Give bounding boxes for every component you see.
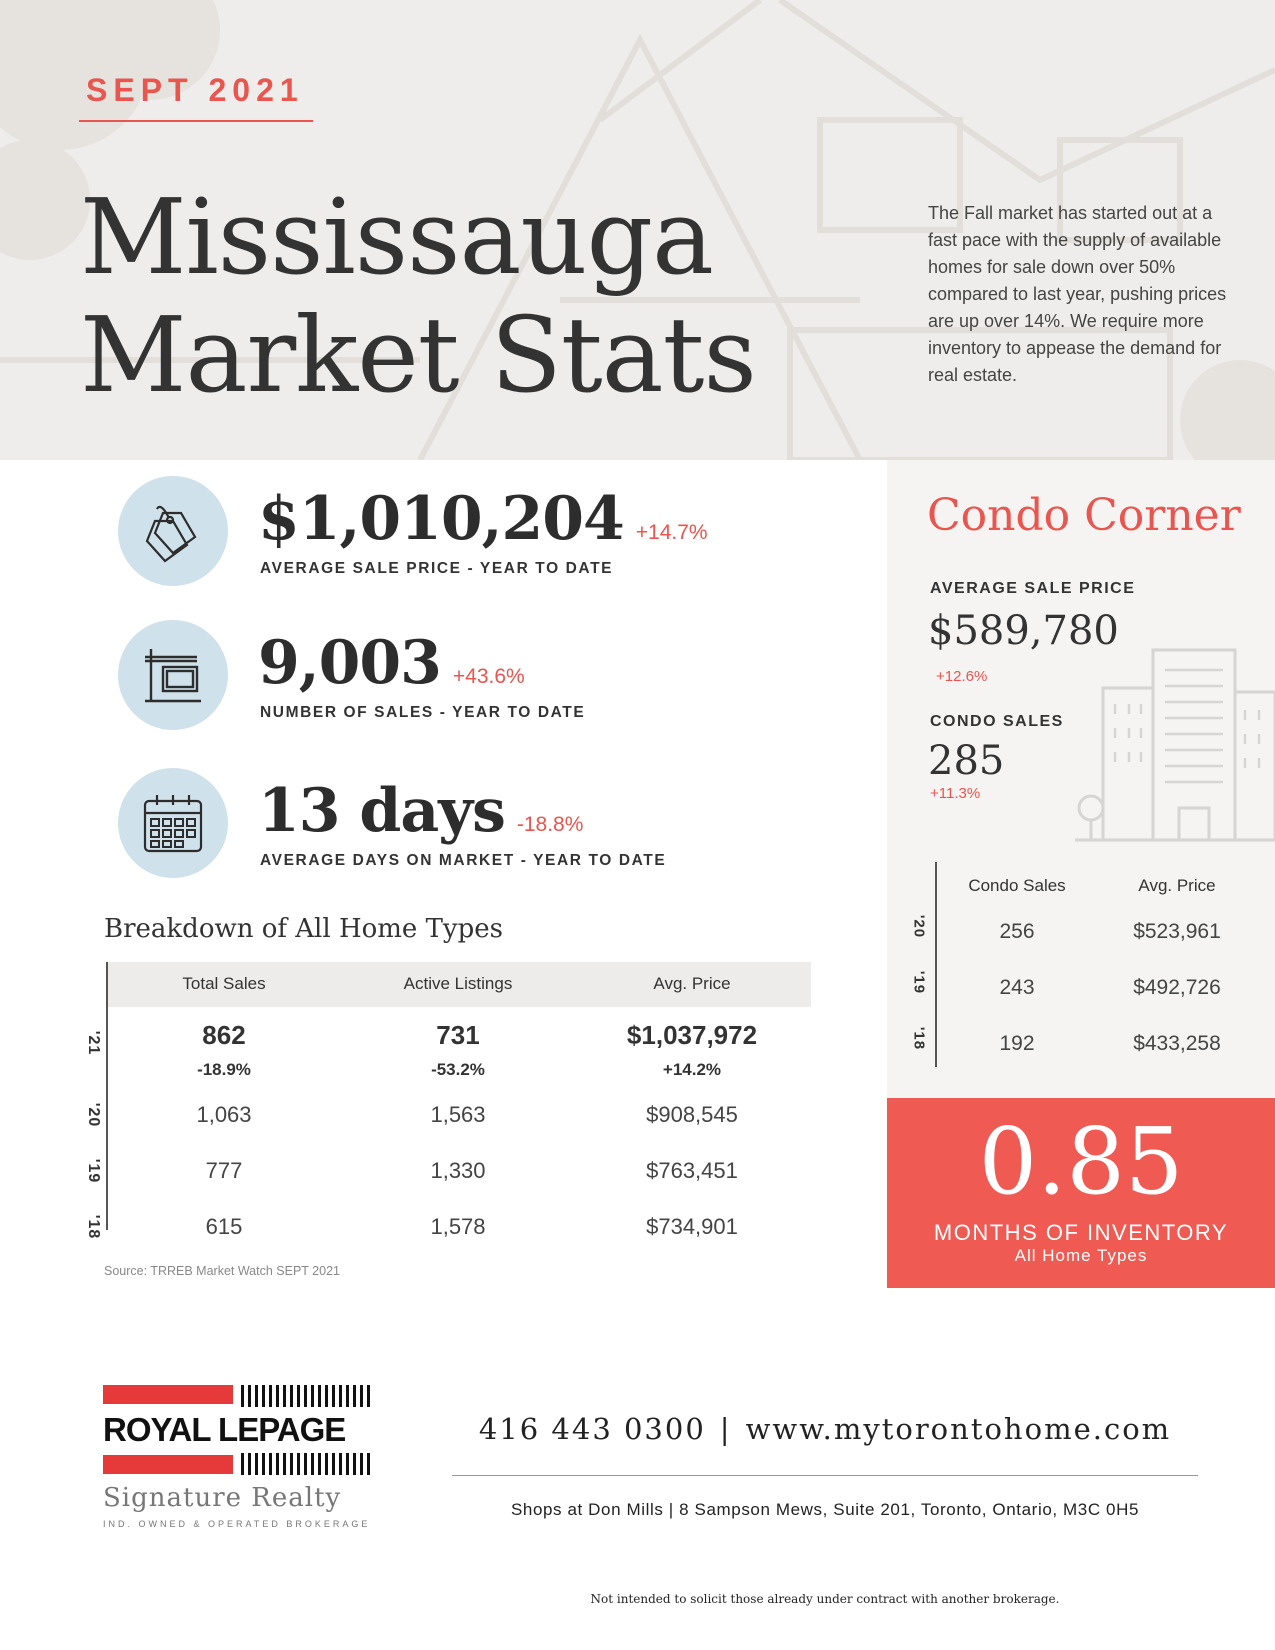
intro-paragraph: The Fall market has started out at a fast pace with the supply of available homes for sale down over 50% compared to last year, pushing prices are up over 14%. We require more inventory to appease the demand for real estate. [928, 203, 1227, 385]
source-note: Source: TRREB Market Watch SEPT 2021 [104, 1264, 340, 1278]
header-active-listings: Active Listings [403, 974, 513, 993]
table-cell: $734,901 [646, 1214, 738, 1239]
condo-header-avg-price: Avg. Price [1138, 876, 1216, 895]
condo-avg-price-label: AVERAGE SALE PRICE [930, 580, 1136, 597]
royal-lepage-logo [103, 1385, 375, 1530]
year-label-2019: '19 [85, 1158, 102, 1184]
hero-banner [0, 0, 1275, 460]
condo-year-2018: '18 [910, 1026, 928, 1051]
table-cell: 777 [205, 1158, 243, 1183]
table-cell: 1,563 [430, 1102, 486, 1127]
calendar-icon [118, 768, 228, 878]
current-total-sales: 862 [202, 1020, 246, 1050]
condo-avg-price-change: +12.6% [936, 668, 988, 685]
report-month: SEPT 2021 [86, 72, 304, 108]
table-cell: $908,545 [646, 1102, 738, 1127]
current-total-sales-change: -18.9% [197, 1060, 251, 1079]
table-cell: 1,578 [430, 1214, 486, 1239]
condo-avg-price-value: $589,780 [928, 608, 1119, 654]
contact-separator: | [719, 1412, 732, 1446]
number-of-sales-value: 9,003 +43.6% [258, 628, 525, 698]
page-title [80, 178, 756, 414]
office-address: Shops at Don Mills | 8 Sampson Mews, Suite 201, Toronto, Ontario, M3C 0H5 [510, 1500, 1140, 1519]
title-line-2: Market Stats [80, 294, 756, 416]
logo-barcode-top [241, 1385, 375, 1407]
condo-sales-change: +11.3% [930, 785, 981, 802]
condo-price-cell: $492,726 [1133, 976, 1221, 999]
table-cell: $763,451 [646, 1158, 738, 1183]
number-of-sales-label: NUMBER OF SALES - YEAR TO DATE [260, 704, 586, 721]
footer-divider [452, 1475, 1198, 1476]
logo-red-bar-top [103, 1385, 233, 1404]
days-on-market-label: AVERAGE DAYS ON MARKET - YEAR TO DATE [260, 852, 667, 869]
condo-corner-title: Condo Corner [927, 490, 1241, 541]
breakdown-title: Breakdown of All Home Types [104, 914, 503, 944]
table-cell: 1,330 [430, 1158, 486, 1183]
condo-sales-cell: 192 [999, 1032, 1035, 1055]
avg-sale-price-value: $1,010,204 +14.7% [258, 484, 708, 554]
current-active-listings-change: -53.2% [431, 1060, 485, 1079]
year-label-2018: '18 [85, 1214, 102, 1240]
website-link[interactable]: www.mytorontohome.com [745, 1412, 1172, 1446]
logo-brand-text: ROYAL LEPAGE [103, 1411, 346, 1448]
month-underline [79, 120, 313, 122]
days-on-market-change: -18.8% [516, 813, 584, 836]
condo-price-cell: $523,961 [1133, 920, 1221, 943]
header-total-sales: Total Sales [182, 974, 266, 993]
avg-sale-price-change: +14.7% [635, 521, 708, 544]
condo-sales-value: 285 [928, 738, 1005, 784]
condo-header-sales: Condo Sales [968, 876, 1066, 895]
logo-tagline: IND. OWNED & OPERATED BROKERAGE [103, 1519, 371, 1529]
days-on-market-value: 13 days -18.8% [258, 776, 584, 846]
phone-number[interactable]: 416 443 0300 [478, 1412, 706, 1446]
condo-sales-label: CONDO SALES [930, 713, 1064, 730]
header-avg-price: Avg. Price [653, 974, 731, 993]
avg-sale-price-label: AVERAGE SALE PRICE - YEAR TO DATE [260, 560, 614, 577]
condo-price-cell: $433,258 [1133, 1032, 1221, 1055]
table-cell: 1,063 [196, 1102, 252, 1127]
title-line-1: Mississauga [80, 176, 714, 298]
table-cell: 615 [205, 1214, 243, 1239]
condo-year-2020: '20 [910, 914, 928, 939]
logo-office-name: Signature Realty [103, 1483, 342, 1513]
stat-avg-sale-price [118, 476, 918, 586]
for-sale-sign-icon [118, 620, 228, 730]
year-label-2020: '20 [85, 1102, 102, 1128]
condo-year-2019: '19 [910, 970, 928, 995]
logo-red-bar-bottom [103, 1455, 233, 1474]
stat-number-of-sales [118, 620, 918, 730]
price-tag-icon [118, 476, 228, 586]
current-avg-price-change: +14.2% [662, 1060, 722, 1079]
current-avg-price: $1,037,972 [626, 1020, 758, 1050]
stat-days-on-market [118, 768, 918, 878]
condo-sales-cell: 243 [999, 976, 1035, 999]
buildings-icon [1075, 640, 1275, 845]
months-of-inventory-sublabel: All Home Types [1014, 1246, 1148, 1265]
current-active-listings: 731 [436, 1020, 480, 1050]
months-of-inventory-box [887, 1098, 1275, 1288]
number-of-sales-change: +43.6% [452, 665, 525, 688]
months-of-inventory-value: 0.85 [978, 1108, 1184, 1215]
contact-line [452, 1412, 1198, 1446]
condo-sales-cell: 256 [999, 920, 1035, 943]
logo-barcode-bottom [241, 1453, 375, 1475]
months-of-inventory-label: MONTHS OF INVENTORY [933, 1220, 1229, 1245]
disclaimer: Not intended to solicit those already under contract with another brokerage. [590, 1592, 1060, 1606]
year-label-2021: '21 [85, 1030, 102, 1056]
